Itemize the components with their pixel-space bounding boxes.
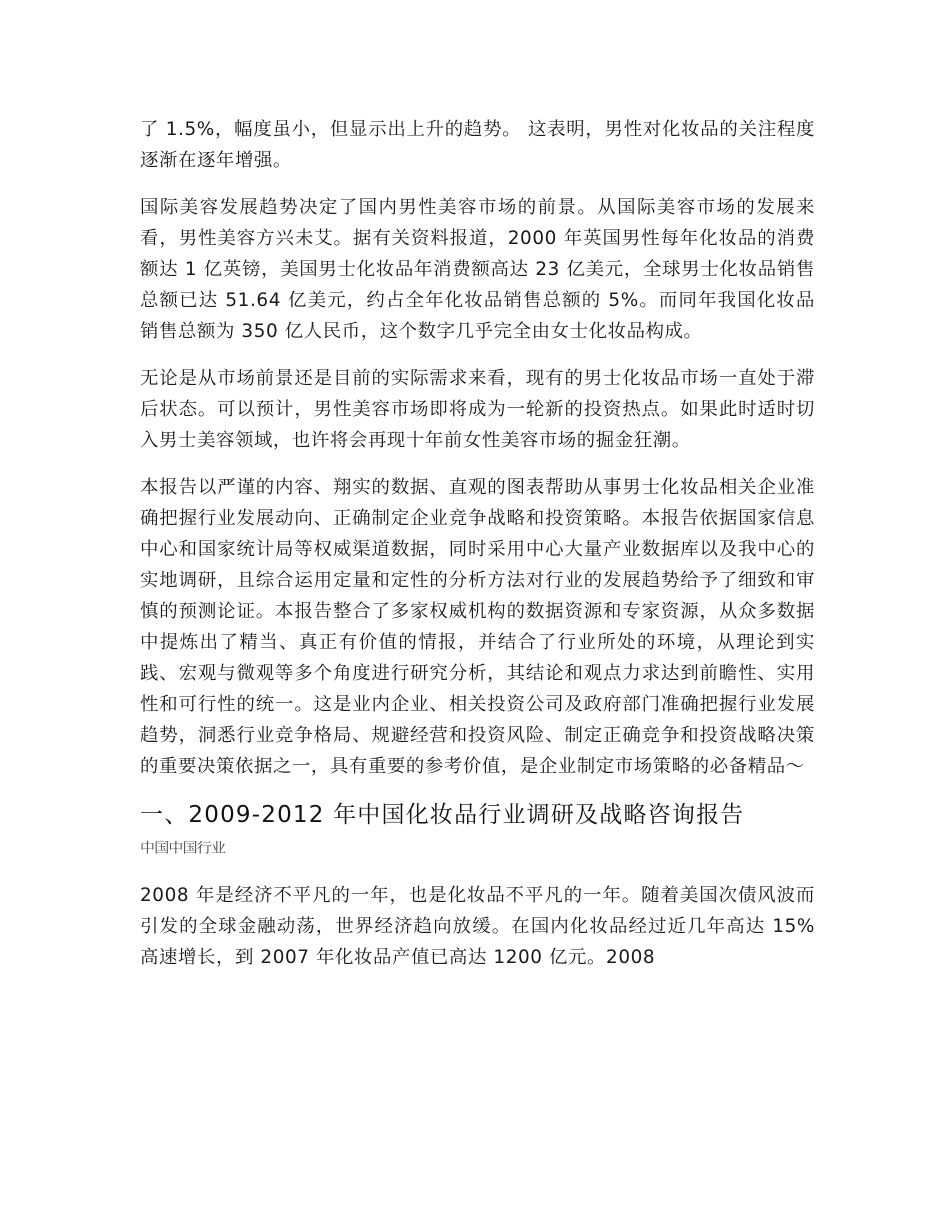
paragraph-report-introduction: 本报告以严谨的内容、翔实的数据、直观的图表帮助从事男士化妆品相关企业准确把握行业发展动向、正确制定企业竞争战略和投资策略。本报告依据国家信息中心和国家统计局等权威渠道数据，同时采用中心大量产业数据库以及我中心的实地调研，且综合运用定量和定性的分析方法对行业的发展趋势给予了细致和审慎的预测论证。本报告整合了多家权威机构的数据资源和专家资源，从众多数据中提炼出了精当、真正有价值的情报，并结合了行业所处的环境，从理论到实践、宏观与微观等多个角度进行研究分析，其结论和观点力求达到前瞻性、实用性和可行性的统一。这是业内企业、相关投资公司及政府部门准确把握行业发展趋势，洞悉行业竞争格局、规避经营和投资风险、制定正确竞争和投资战略决策的重要决策依据之一，具有重要的参考价值，是企业制定市场策略的必备精品～ xyxy=(140,477,815,777)
source-tag: 中国中国行业 xyxy=(140,839,226,857)
document-page xyxy=(140,114,815,989)
section-heading: 一、2009-2012 年中国化妆品行业调研及战略咨询报告 xyxy=(140,802,745,828)
paragraph-international-market: 国际美容发展趋势决定了国内男性美容市场的前景。从国际美容市场的发展来看，男性美容方兴未艾。据有关资料报道，2000 年英国男性每年化妆品的消费额达 1 亿英镑，美国男士化妆品年消费额高达 23 亿美元，全球男士化妆品销售总额已达 51.64 亿美元，约占全年化妆品销售总额的 5%。而同年我国化妆品销售总额为 350 亿人民币，这个数字几乎完全由女士化妆品构成。 xyxy=(140,197,815,342)
paragraph-male-cosmetics-trend: 了 1.5%，幅度虽小，但显示出上升的趋势。 这表明，男性对化妆品的关注程度逐渐在逐年增强。 xyxy=(140,119,815,171)
paragraph-market-outlook: 无论是从市场前景还是目前的实际需求来看，现有的男士化妆品市场一直处于滞后状态。可以预计，男性美容市场即将成为一轮新的投资热点。如果此时适时切入男士美容领域，也许将会再现十年前女性美容市场的掘金狂潮。 xyxy=(140,368,815,451)
paragraph-2008-overview: 2008 年是经济不平凡的一年，也是化妆品不平凡的一年。随着美国次债风波而引发的全球金融动荡，世界经济趋向放缓。在国内化妆品经过近几年高达 15%高速增长，到 2007 年化妆品产值已高达 1200 亿元。2008 xyxy=(140,885,815,968)
